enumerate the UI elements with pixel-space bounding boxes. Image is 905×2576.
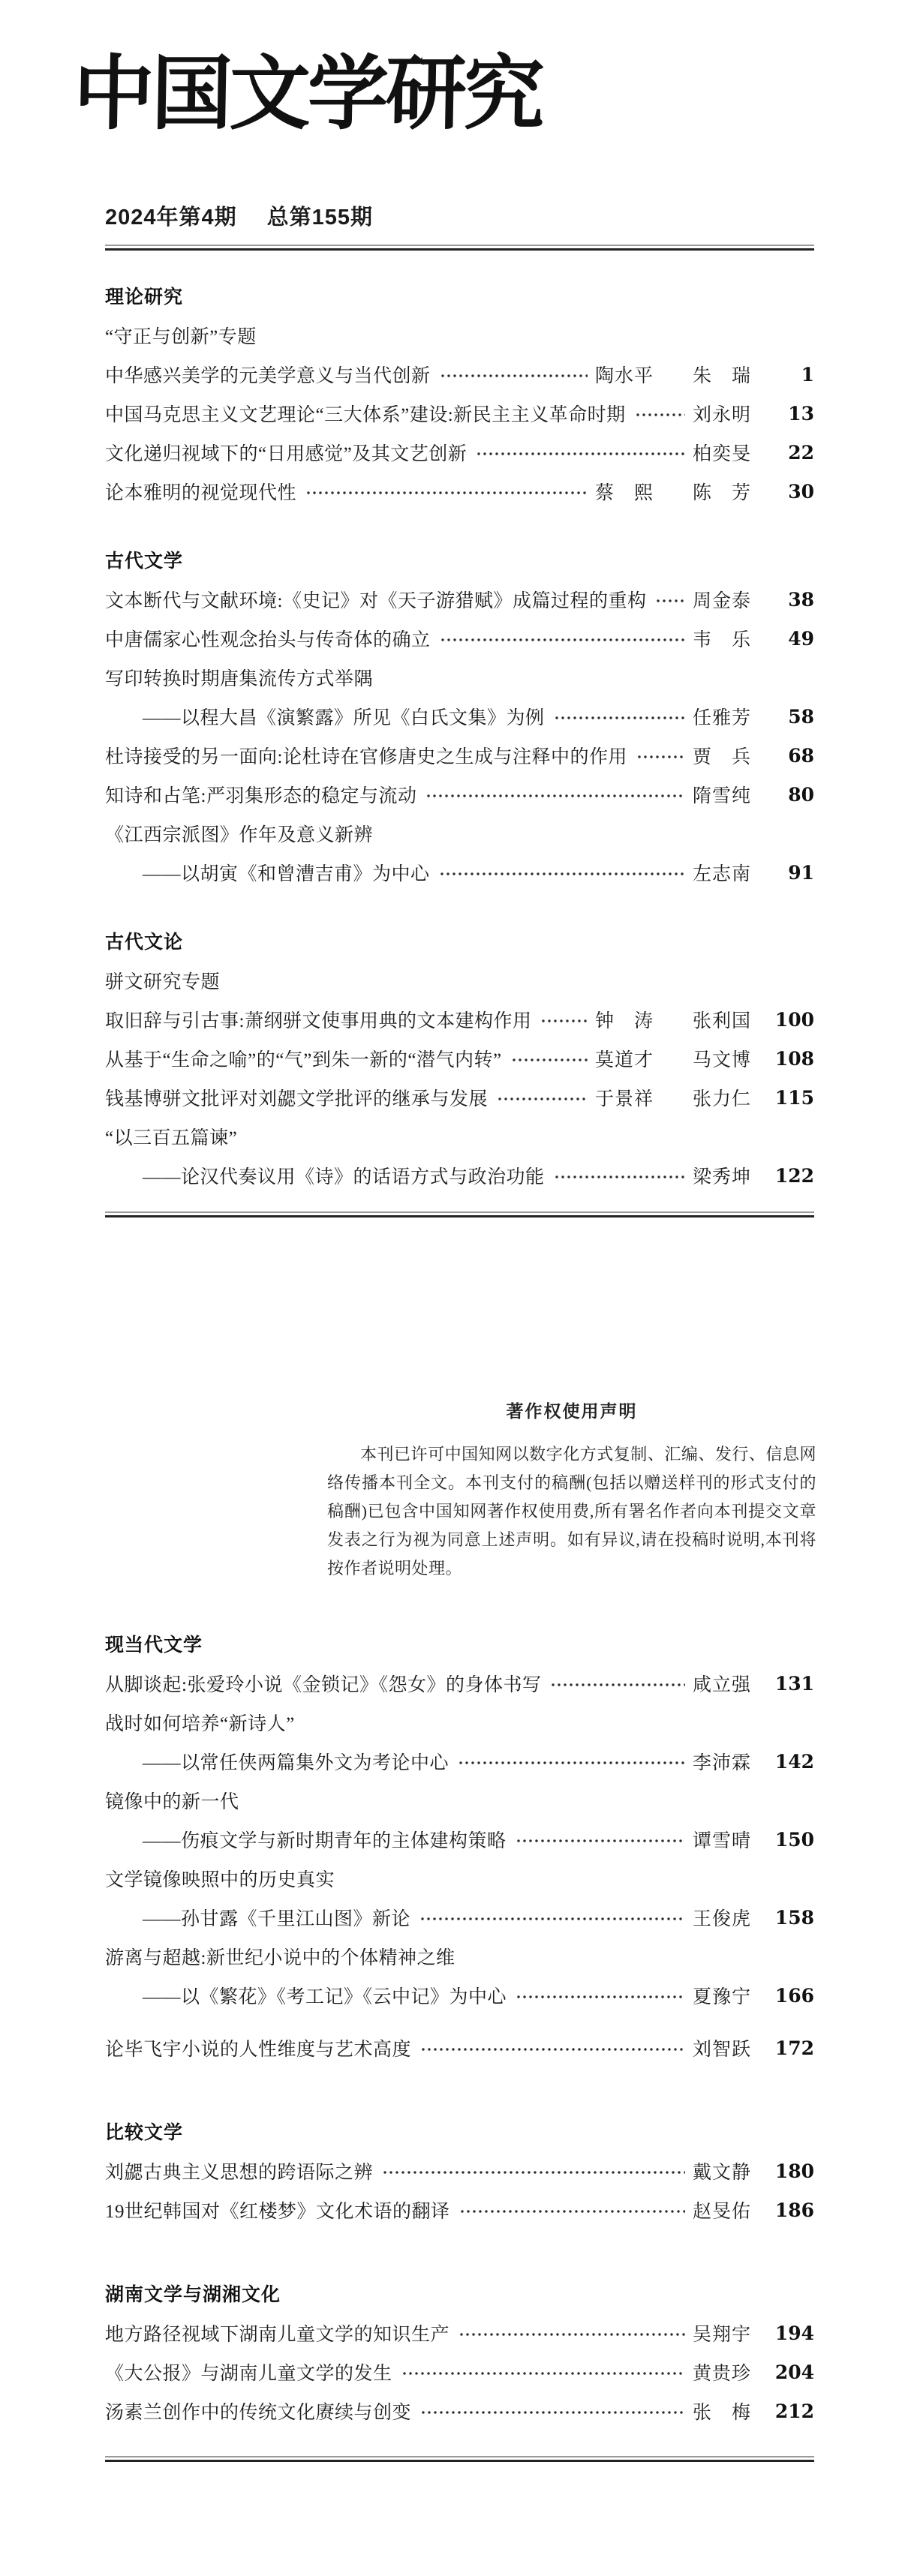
dot-leader — [554, 710, 685, 725]
dot-leader — [459, 2204, 685, 2219]
article-page: 122 — [774, 1164, 814, 1187]
subtopic-title: “守正与创新”专题 — [105, 327, 257, 347]
toc-entry — [105, 580, 814, 619]
article-authors: 谭雪晴 — [692, 1831, 751, 1851]
article-authors: 李沛霖 — [692, 1753, 751, 1773]
dot-leader — [635, 407, 685, 422]
article-title: 知诗和占笔:严羽集形态的稳定与流动 — [105, 786, 417, 806]
toc-entry — [105, 1664, 814, 1703]
section-hunan-literature-culture — [105, 2276, 814, 2430]
article-page: 131 — [774, 1672, 814, 1695]
section-comparative-literature — [105, 2114, 814, 2229]
copyright-body: 本刊已许可中国知网以数字化方式复制、汇编、发行、信息网络传播本刊全文。本刊支付的稿酬(包括以赠送样刊的形式支付的稿酬)已包含中国知网著作权使用费,所有署名作者向本刊提交文章发表之行为视为同意上述声明。如有异议,请在投稿时说明,本刊将按作者说明处理。 — [327, 1445, 816, 1578]
article-page: 150 — [774, 1828, 814, 1851]
article-title: 《大公报》与湖南儿童文学的发生 — [105, 2364, 392, 2384]
dot-leader — [382, 2165, 685, 2180]
article-authors: 梁秀坤 — [692, 1167, 751, 1187]
article-title: 刘勰古典主义思想的跨语际之辨 — [105, 2163, 374, 2183]
copyright-heading: 著作权使用声明 — [506, 1401, 638, 1421]
article-title: 论毕飞宇小说的人性维度与艺术高度 — [105, 2040, 412, 2060]
toc-entry — [105, 472, 814, 511]
article-title: 文本断代与文献环境:《史记》对《天子游猎赋》成篇过程的重构 — [105, 591, 647, 611]
article-page: 100 — [774, 1008, 814, 1031]
copyright-notice — [327, 1400, 816, 1583]
article-title: 杜诗接受的另一面向:论杜诗在官修唐史之生成与注释中的作用 — [105, 747, 627, 767]
section-heading: 理论研究 — [105, 287, 184, 308]
article-title: 中华感兴美学的元美学意义与当代创新 — [105, 366, 431, 386]
section-theory-research — [105, 278, 814, 511]
article-page: 91 — [788, 861, 814, 884]
article-page: 142 — [774, 1750, 814, 1773]
article-subtitle: ——以常任侠两篇集外文为考论中心 — [143, 1753, 449, 1773]
dot-leader — [516, 1989, 685, 2004]
toc-entry — [105, 1000, 814, 1039]
dot-leader — [440, 368, 588, 383]
dot-leader — [305, 485, 588, 500]
article-title: 论本雅明的视觉现代性 — [105, 483, 297, 503]
toc-entry-title-only — [105, 1859, 814, 1898]
toc-entry — [105, 2028, 814, 2067]
dot-leader — [554, 1169, 685, 1184]
divider-rule-middle — [105, 1211, 814, 1215]
dot-leader — [516, 1833, 685, 1848]
article-authors: 柏奕旻 — [692, 444, 751, 464]
dot-leader — [459, 2327, 685, 2342]
article-authors: 韦 乐 — [692, 630, 751, 650]
section-ancient-literary-theory — [105, 923, 814, 1195]
toc-entry-title-only — [105, 1937, 814, 1976]
article-authors: 左志南 — [692, 864, 751, 884]
article-page: 80 — [788, 783, 814, 806]
section-heading: 现当代文学 — [105, 1635, 203, 1656]
toc-entry — [105, 2190, 814, 2229]
article-authors: 莫道才 马文博 — [594, 1050, 751, 1070]
article-title: 游离与超越:新世纪小说中的个体精神之维 — [105, 1948, 456, 1968]
article-page: 172 — [774, 2037, 814, 2059]
toc-entry — [105, 355, 814, 394]
article-authors: 任雅芳 — [692, 708, 751, 728]
article-page: 1 — [801, 363, 814, 386]
journal-title: 中国文学研究 — [72, 47, 543, 141]
dot-leader — [425, 788, 685, 803]
dot-leader — [497, 1091, 588, 1106]
dot-leader — [476, 446, 685, 461]
article-authors: 戴文静 — [692, 2163, 751, 2183]
toc-entry — [105, 2151, 814, 2190]
article-title: 文学镜像映照中的历史真实 — [105, 1870, 335, 1890]
dot-leader — [420, 2042, 685, 2057]
divider-rule-bottom — [105, 2456, 814, 2460]
subtopic-title: 骈文研究专题 — [105, 972, 221, 992]
article-page: 38 — [788, 588, 814, 611]
section-heading: 比较文学 — [105, 2122, 184, 2143]
issue-number: 2024年第4期 — [105, 206, 237, 230]
dot-leader — [401, 2366, 685, 2381]
toc-entry-title-only — [105, 814, 814, 853]
article-title: 19世纪韩国对《红楼梦》文化术语的翻译 — [105, 2202, 450, 2222]
article-subtitle: ——以胡寅《和曾漕吉甫》为中心 — [143, 864, 430, 884]
article-page: 204 — [774, 2361, 814, 2383]
article-authors: 夏豫宁 — [692, 1987, 751, 2007]
toc-entry-subtitle — [105, 1156, 814, 1195]
toc-entry — [105, 775, 814, 814]
dot-leader — [440, 632, 685, 647]
article-authors: 王俊虎 — [692, 1909, 751, 1929]
dot-leader — [550, 1677, 685, 1692]
toc-entry — [105, 736, 814, 775]
article-subtitle: ——孙甘露《千里江山图》新论 — [143, 1909, 411, 1929]
article-authors: 周金泰 — [692, 591, 751, 611]
article-page: 68 — [788, 744, 814, 767]
article-page: 212 — [774, 2400, 814, 2422]
toc-entry — [105, 394, 814, 433]
volume-number: 总第155期 — [266, 206, 374, 230]
article-authors: 钟 涛 张利国 — [594, 1011, 751, 1031]
article-title: 地方路径视域下湖南儿童文学的知识生产 — [105, 2325, 450, 2345]
toc-entry — [105, 2313, 814, 2352]
article-subtitle: ——伤痕文学与新时期青年的主体建构策略 — [143, 1831, 507, 1851]
article-authors: 黄贵珍 — [692, 2364, 751, 2384]
article-page: 58 — [788, 705, 814, 728]
toc-entry-subtitle — [105, 697, 814, 736]
toc-entry-subtitle — [105, 1742, 814, 1781]
toc-entry — [105, 1039, 814, 1078]
article-page: 166 — [774, 1984, 814, 2007]
article-authors: 隋雪纯 — [692, 786, 751, 806]
article-page: 158 — [774, 1906, 814, 1929]
dot-leader — [458, 1755, 685, 1770]
divider-rule-top — [105, 245, 814, 248]
article-page: 30 — [788, 480, 814, 503]
toc-entry-title-only — [105, 1703, 814, 1742]
article-authors: 咸立强 — [692, 1675, 751, 1695]
toc-entry — [105, 433, 814, 472]
toc-entry-title-only — [105, 1117, 814, 1156]
article-page: 194 — [774, 2322, 814, 2344]
article-title: 汤素兰创作中的传统文化赓续与创变 — [105, 2403, 412, 2423]
article-authors: 张 梅 — [692, 2403, 751, 2423]
dot-leader — [439, 866, 685, 881]
dot-leader — [419, 1911, 685, 1926]
article-authors: 贾 兵 — [692, 747, 751, 767]
section-ancient-literature — [105, 542, 814, 892]
article-title: 中国马克思主义文艺理论“三大体系”建设:新民主主义革命时期 — [105, 405, 626, 425]
article-page: 22 — [788, 441, 814, 464]
dot-leader — [636, 749, 685, 764]
article-title: 战时如何培养“新诗人” — [105, 1714, 295, 1734]
toc-entry-subtitle — [105, 1820, 814, 1859]
article-title: 写印转换时期唐集流传方式举隅 — [105, 669, 374, 689]
toc-subtopic — [105, 961, 814, 1000]
article-page: 115 — [774, 1086, 814, 1109]
section-heading: 古代文论 — [105, 932, 184, 953]
toc-subtopic — [105, 316, 814, 355]
toc-entry — [105, 2352, 814, 2391]
issue-line — [105, 203, 814, 233]
article-authors: 赵旻佑 — [692, 2202, 751, 2222]
toc-entry — [105, 619, 814, 658]
article-page: 49 — [788, 627, 814, 650]
article-authors: 陶水平 朱 瑞 — [594, 366, 751, 386]
toc-entry — [105, 1078, 814, 1117]
article-title: 中唐儒家心性观念抬头与传奇体的确立 — [105, 630, 431, 650]
article-title: “以三百五篇谏” — [105, 1128, 238, 1148]
toc-entry-subtitle — [105, 1976, 814, 2015]
section-heading: 古代文学 — [105, 551, 184, 572]
article-title: 从脚谈起:张爱玲小说《金锁记》《怨女》的身体书写 — [105, 1675, 542, 1695]
article-title: 钱基博骈文批评对刘勰文学批评的继承与发展 — [105, 1089, 489, 1109]
article-authors: 蔡 熙 陈 芳 — [594, 483, 751, 503]
toc-entry-subtitle — [105, 853, 814, 892]
toc-entry — [105, 2391, 814, 2430]
article-title: 从基于“生命之喻”的“气”到朱一新的“潜气内转” — [105, 1050, 502, 1070]
dot-leader — [511, 1052, 588, 1067]
section-heading: 湖南文学与湖湘文化 — [105, 2284, 281, 2305]
article-subtitle: ——以《繁花》《考工记》《云中记》为中心 — [143, 1987, 507, 2007]
article-title: 文化递归视域下的“日用感觉”及其文艺创新 — [105, 444, 468, 464]
article-title: 取旧辞与引古事:萧纲骈文使事用典的文本建构作用 — [105, 1011, 532, 1031]
section-modern-contemporary-literature — [105, 1626, 814, 2067]
dot-leader — [540, 1013, 588, 1028]
toc-entry-title-only — [105, 1781, 814, 1820]
article-title: 镜像中的新一代 — [105, 1792, 239, 1812]
article-page: 108 — [774, 1047, 814, 1070]
article-authors: 吴翔宇 — [692, 2325, 751, 2345]
dot-leader — [655, 593, 685, 608]
article-authors: 刘智跃 — [692, 2040, 751, 2060]
article-title: 《江西宗派图》作年及意义新辨 — [105, 825, 374, 845]
article-authors: 于景祥 张力仁 — [594, 1089, 751, 1109]
toc-entry-subtitle — [105, 1898, 814, 1937]
article-authors: 刘永明 — [692, 405, 751, 425]
toc-entry-title-only — [105, 658, 814, 697]
article-page: 186 — [774, 2199, 814, 2221]
article-subtitle: ——以程大昌《演繁露》所见《白氏文集》为例 — [143, 708, 545, 728]
article-subtitle: ——论汉代奏议用《诗》的话语方式与政治功能 — [143, 1167, 545, 1187]
article-page: 13 — [788, 402, 814, 425]
article-page: 180 — [774, 2160, 814, 2182]
dot-leader — [420, 2405, 685, 2420]
